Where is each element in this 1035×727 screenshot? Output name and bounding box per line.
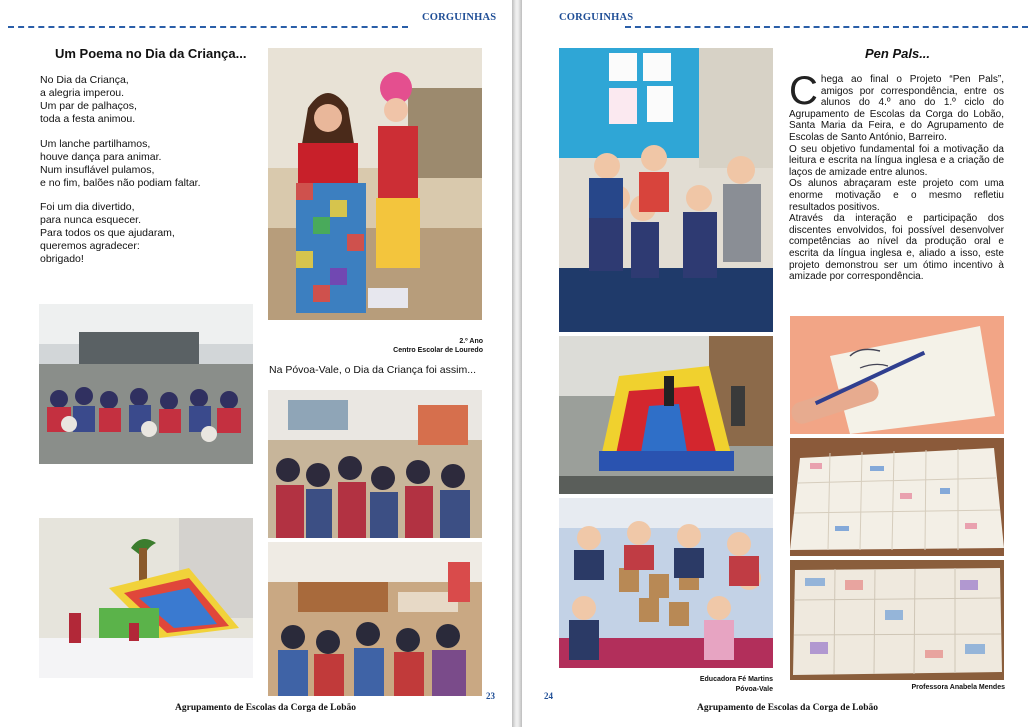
poem-line: Um lanche partilhamos, [40,138,151,150]
photo-letters-table [790,438,1004,556]
caption-school: Centro Escolar de Louredo [393,347,483,354]
page-number: 24 [544,691,553,701]
povoa-vale-subheading: Na Póvoa-Vale, o Dia da Criança foi assim... [269,364,476,376]
photo-classroom [268,390,482,538]
poem-line: Num insuflável pulamos, [40,164,155,176]
photo-letters-spread [790,560,1004,680]
left-page [0,0,512,727]
poem-line: Um par de palhaços, [40,100,137,112]
photo-face-paint [559,48,773,332]
poem-line: toda a festa animou. [40,113,136,125]
footer-text: Agrupamento de Escolas da Corga de Lobão [175,703,357,713]
caption-class: 2.º Ano [459,338,483,345]
article-paragraph: O seu objetivo fundamental foi a motivação da leitura e escrita na língua inglesa e a criação de laços de amizade entre alunos. [789,143,1004,178]
photo-bouncy-castle [39,518,253,678]
poem-line: queremos agradecer: [40,240,140,252]
right-page [522,0,1035,727]
photo-picnic [559,498,773,668]
header-rule [8,26,408,28]
poem-line: obrigado! [40,253,84,265]
caption-teacher: Professora Anabela Mendes [911,684,1005,691]
page-number: 23 [486,691,495,701]
article-paragraph: Os alunos abraçaram este projeto com uma enorme motivação e o mesmo refletiu resultados positivos. [789,178,1004,213]
penpals-title [865,46,930,61]
page-gutter [512,0,522,727]
penpals-article [789,69,1004,283]
photo-audience [39,304,253,464]
photo-writing-letter [790,316,1004,434]
article-paragraph: Através da interação e participação dos discentes envolvidos, foi possível desenvolver competências ao nível da produção oral e escrita da língua inglesa e, aliado a isso, este projeto demonstrou ser um ótimo incentivo à amizade por correspondência. [789,213,1004,283]
article-paragraph [789,69,1004,144]
poem-line: No Dia da Criança, [40,74,129,86]
poem-line: Para todos os que ajudaram, [40,227,175,239]
header-rule [625,26,1028,28]
penpals-title-text: Pen Pals... [865,46,931,61]
caption-educator: Educadora Fé Martins [699,676,773,683]
drop-cap: C [789,69,818,113]
poem-line: houve dança para animar. [40,151,162,163]
poem-line: a alegria imperou. [40,87,125,99]
poem-line: para nunca esquecer. [40,214,141,226]
photo-clowns [268,48,482,320]
poem-title: Um Poema no Dia da Criança... [55,46,247,61]
photo-snack [268,542,482,696]
running-head: CORGUINHAS [559,12,634,23]
running-head: CORGUINHAS [422,12,497,23]
caption-location: Póvoa-Vale [735,686,773,693]
photo-bouncy-slide [559,336,773,494]
footer-text: Agrupamento de Escolas da Corga de Lobão [697,703,879,713]
poem-line: e no fim, balões não podiam faltar. [40,177,201,189]
paragraph-text: hega ao final o Projeto “Pen Pals”, amigos por correspondência, entre os alunos do 4.º ano do 1.º ciclo do Agrupamento de Escolas da Corga do Lobão, Santa Maria da Feira, e do Agrupamento de Escolas de Santo António, Barreiro. [789,74,1004,143]
poem-line: Foi um dia divertido, [40,201,135,213]
